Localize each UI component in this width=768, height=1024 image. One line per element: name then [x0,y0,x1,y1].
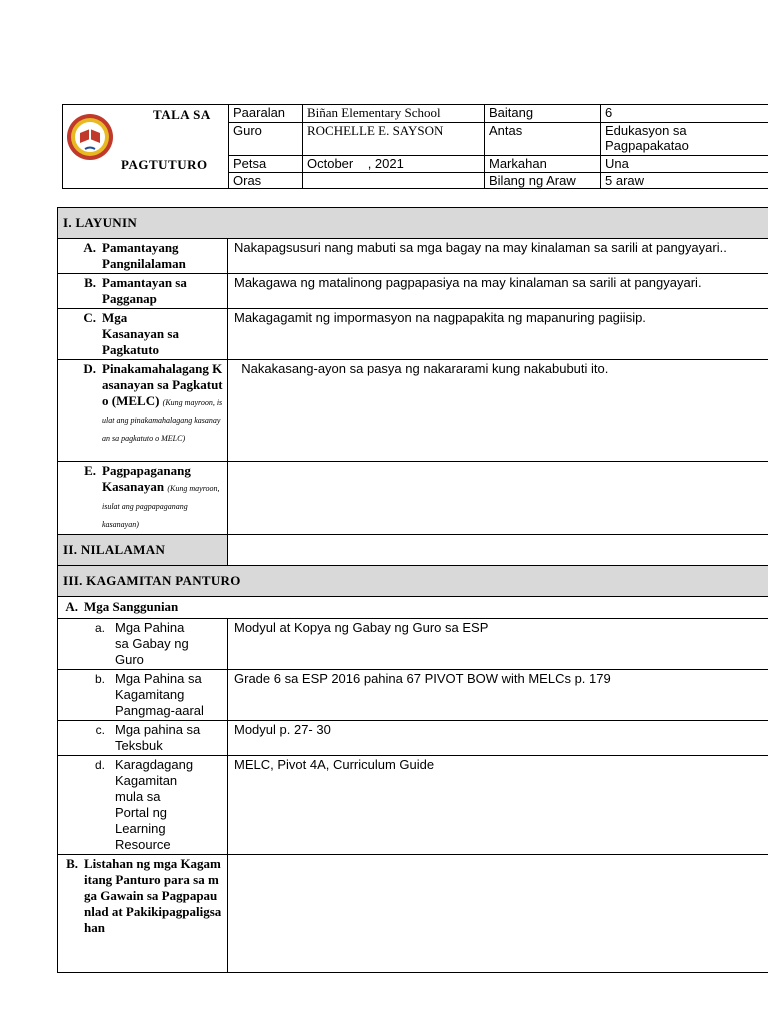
antas-label: Antas [485,123,601,156]
section-layunin [58,208,768,239]
item-letter: A. [83,240,96,255]
item-content: Grade 6 sa ESP 2016 pahina 67 PIVOT BOW with MELCs p. 179 [234,671,611,686]
item-letter: b. [94,672,105,686]
baitang-label: Baitang [485,105,601,123]
sanggunian-row-b [58,670,768,721]
item-content: Modyul p. 27- 30 [234,722,331,737]
item-content: Nakapagsusuri nang mabuti sa mga bagay na may kinalaman sa sarili at pangyayari.. [234,240,727,255]
item-letter: E. [84,463,96,478]
item-label: Mga Pahina sa Kagamitang Pangmag-aaral [115,671,204,718]
bilang-label: Bilang ng Araw [485,173,601,189]
school-seal-icon [66,113,114,161]
item-content [228,462,768,464]
section-label: III. KAGAMITAN PANTURO [63,573,241,588]
section-label: II. NILALAMAN [63,542,166,557]
item-note: (Kung mayroon, isulat ang pagpapaganang kasanayan) [102,484,220,529]
sanggunian-row-a [58,619,768,670]
section-label: I. LAYUNIN [63,215,138,230]
layunin-row-c [58,309,768,360]
item-label: Pamantayan sa Pagganap [102,275,187,306]
guro-label: Guro [229,123,303,156]
bilang-value: 5 araw [601,173,768,189]
title-line2: PAGTUTURO [121,157,208,172]
item-content: MELC, Pivot 4A, Curriculum Guide [234,757,435,772]
item-label: Mga Pahina sa Gabay ng Guro [115,620,189,667]
title-cell [63,105,229,189]
item-label: Karagdagang Kagamitan mula sa Portal ng Learning Resource [115,757,194,852]
oras-value [303,173,485,189]
markahan-label: Markahan [485,156,601,173]
paaralan-value: Biñan Elementary School [303,105,485,123]
guro-value: ROCHELLE E. SAYSON [303,123,485,156]
item-letter: a. [94,621,105,635]
sanggunian-row [58,597,768,619]
item-content [228,855,768,857]
layunin-row-a [58,239,768,274]
item-letter: B. [84,275,96,290]
antas-value: Edukasyon sa Pagpapakatao [601,123,768,156]
listahan-row [58,855,768,973]
oras-label: Oras [229,173,303,189]
item-letter: c. [95,723,105,737]
item-letter: d. [94,758,105,772]
petsa-value: October , 2021 [303,156,485,173]
layunin-row-e [58,462,768,535]
item-content: Makagagamit ng impormasyon na nagpapakita ng mapanuring pagiisip. [234,310,646,325]
layunin-row-d [58,360,768,462]
item-letter: C. [83,310,96,325]
paaralan-label: Paaralan [229,105,303,123]
item-content: Modyul at Kopya ng Gabay ng Guro sa ESP [234,620,489,635]
item-label: Mga pahina sa Teksbuk [115,722,201,753]
baitang-value: 6 [601,105,768,123]
item-label: Listahan ng mga Kagamitang Panturo para sa mga Gawain sa Pagpapaunlad at Pakikipagpaligsahan [84,856,222,935]
item-content: Nakakasang-ayon sa pasya ng nakararami kung nakabubuti ito. [234,361,609,376]
item-label: Pamantayang Pangnilalaman [102,240,186,271]
item-letter: A. [65,599,78,614]
layunin-row-b [58,274,768,309]
header-table [62,104,768,189]
petsa-label: Petsa [229,156,303,173]
item-content: Makagawa ng matalinong pagpapasiya na may kinalaman sa sarili at pangyayari. [234,275,702,290]
item-label: Mga Kasanayan sa Pagkatuto [102,310,179,357]
main-table [57,207,768,973]
item-label: Pinakamahalagang Kasanayan sa Pagkatuto (MELC) [102,361,223,408]
sanggunian-row-c [58,721,768,756]
item-letter: B. [66,856,78,871]
title-line1: TALA SA [153,107,211,122]
item-note: (Kung mayroon, isulat ang pinakamahalagang kasanayan sa pagkatuto o MELC) [102,398,223,443]
item-label: Pagpapaganang Kasanayan [102,463,191,494]
markahan-value: Una [601,156,768,173]
sanggunian-row-d [58,756,768,855]
section-kagamitan [58,566,768,597]
item-letter: D. [83,361,96,376]
sanggunian-label: Mga Sanggunian [84,599,179,614]
section-nilalaman [58,535,768,566]
